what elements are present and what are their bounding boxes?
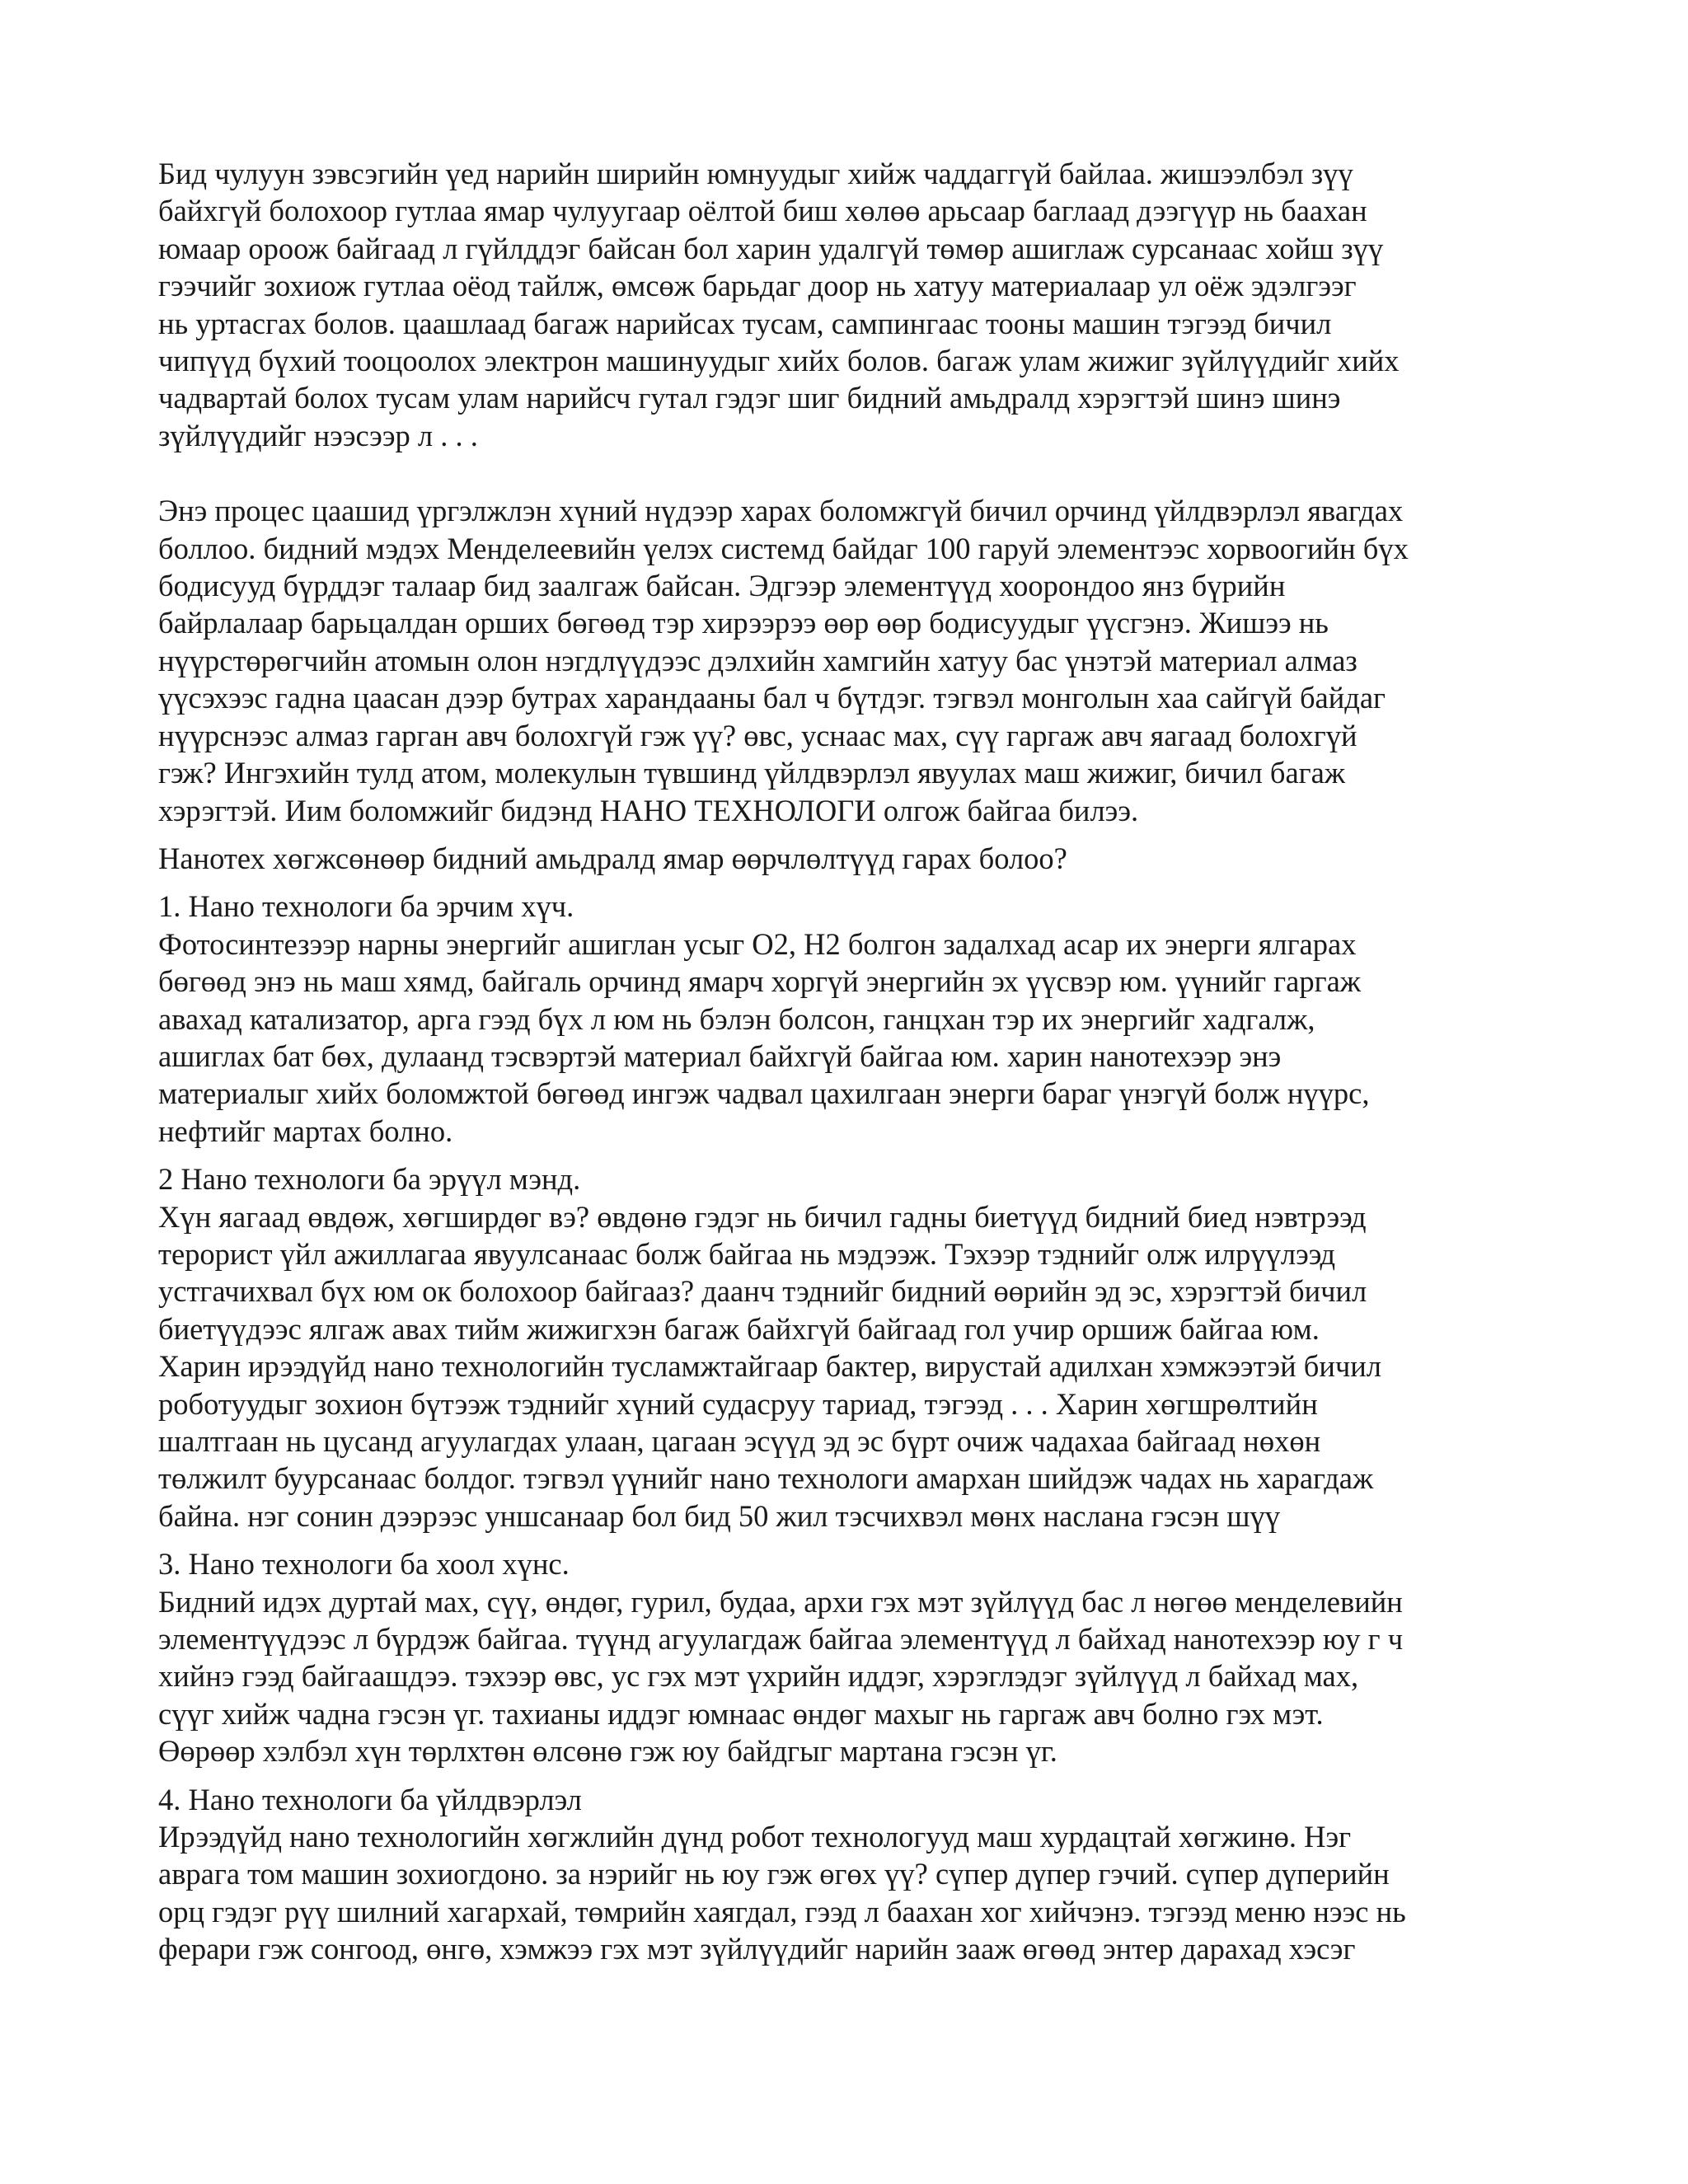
text-line: аврага том машин зохиогдоно. за нэрийг нь юу гэж өгөх үү? сүпер дүпер гэчий. сүпер дүперийн: [158, 1857, 1390, 1891]
text-line: шалтгаан нь цусанд агуулагдах улаан, цагаан эсүүд эд эс бүрт очиж чадахаа байгаад нөхөн: [158, 1424, 1321, 1458]
text-line: Бид чулуун зэвсэгийн үед нарийн ширийн юмнуудыг хийж чаддаггүй байлаа. жишээлбэл зүү: [158, 157, 1353, 190]
section-food: [158, 1545, 1530, 1769]
text-line: байхгүй болохоор гутлаа ямар чулуугаар оёлтой биш хөлөө арьсаар баглаад дээгүүр нь баахан: [158, 194, 1367, 228]
text-line: юмаар ороож байгаад л гүйлддэг байсан бол харин удалгүй төмөр ашиглаж сурсанаас хойш зүү: [158, 231, 1384, 265]
text-line: боллоо. бидний мэдэх Менделеевийн үелэх системд байдаг 100 гаруй элементээс хорвоогийн бүх: [158, 531, 1409, 565]
paragraph-intro: [158, 155, 1530, 454]
document-page: [158, 155, 1530, 1968]
text-line: нүүрстөрөгчийн атомын олон нэгдлүүдээс дэлхийн хамгийн хатуу бас үнэтэй материал алмаз: [158, 643, 1357, 677]
text-line: зүйлүүдийг нээсээр л . . .: [158, 418, 478, 452]
text-line: хийнэ гээд байгаашдээ. тэхээр өвс, ус гэх мэт үхрийн иддэг, хэрэглэдэг зүйлүүд л байхад мах,: [158, 1659, 1359, 1694]
text-line: 1. Нано технологи ба эрчим хүч.: [158, 889, 574, 924]
text-line: Өөрөөр хэлбэл хүн төрлхтөн өлсөнө гэж юу байдгыг мартана гэсэн үг.: [158, 1734, 1057, 1769]
paragraph-process: [158, 492, 1530, 829]
section-health: [158, 1160, 1530, 1535]
text-line: 3. Нано технологи ба хоол хүнс.: [158, 1547, 570, 1582]
text-line: нь уртасгах болов. цаашлаад багаж нарийсах тусам, сампингаас тооны машин тэгээд бичил: [158, 306, 1332, 340]
text-line: орц гэдэг рүү шилний хагархай, төмрийн хаягдал, гээд л баахан хог хийчэнэ. тэгээд меню нээс нь: [158, 1894, 1406, 1929]
text-line: ферари гэж сонгоод, өнгө, хэмжээ гэх мэт зүйлүүдийг нарийн зааж өгөөд энтер дарахад хэсэг: [158, 1932, 1356, 1966]
text-line: байна. нэг сонин дээрээс уншсанаар бол бид 50 жил тэсчихвэл мөнх наслана гэсэн шүү: [158, 1498, 1281, 1533]
text-line: нүүрснээс алмаз гарган авч болохгүй гэж үү? өвс, уснаас мах, сүү гаргаж авч яагаад болохгүй: [158, 718, 1357, 752]
text-line: материалыг хийх боломжтой бөгөөд ингэж чадвал цахилгаан энерги бараг үнэгүй болж нүүрс,: [158, 1076, 1370, 1111]
text-line: гэж? Ингэхийн тулд атом, молекулын түвшинд үйлдвэрлэл явуулах маш жижиг, бичил багаж: [158, 756, 1346, 790]
text-line: сүүг хийж чадна гэсэн үг. тахианы иддэг юмнаас өндөг махыг нь гаргаж авч болно гэх мэт.: [158, 1696, 1324, 1731]
text-line: элементүүдээс л бүрдэж байгаа. түүнд агуулагдаж байгаа элементүүд л байхад нанотехээр юу г ч: [158, 1622, 1404, 1657]
text-line: үүсэхээс гадна цаасан дээр бутрах харандааны бал ч бүтдэг. тэгвэл монголын хаа сайгүй байдаг: [158, 681, 1386, 715]
text-line: роботуудыг зохион бүтээж тэднийг хүний судасруу тариад, тэгээд . . . Харин хөгшрөлтийн: [158, 1386, 1318, 1421]
text-line: гээчийг зохиож гутлаа оёод тайлж, өмсөж барьдаг доор нь хатуу материалаар ул оёж эдэлгээг: [158, 269, 1357, 303]
text-line: авахад катализатор, арга гээд бүх л юм нь бэлэн болсон, ганцхан тэр их энергийг хадгалж,: [158, 1001, 1315, 1036]
text-line: нефтийг мартах болно.: [158, 1113, 453, 1148]
text-line: терорист үйл ажиллагаа явуулсанаас болж байгаа нь мэдээж. Тэхээр тэднийг олж илрүүлээд: [158, 1236, 1336, 1271]
text-line: Энэ процес цаашид үргэлжлэн хүний нүдээр харах боломжгүй бичил орчинд үйлдвэрлэл явагдах: [158, 494, 1404, 528]
text-line: байрлалаар барьцалдан орших бөгөөд тэр хирээрээ өөр өөр бодисуудыг үүсгэнэ. Жишээ нь: [158, 606, 1329, 640]
text-line: төлжилт буурсанаас болдог. тэгвэл үүнийг нано технологи амархан шийдэж чадах нь харагдаж: [158, 1461, 1374, 1496]
text-line: Фотосинтезээр нарны энергийг ашиглан усыг O2, H2 болгон задалхад асар их энерги ялгарах: [158, 926, 1357, 961]
text-line: чипүүд бүхий тооцоолох электрон машинуудыг хийх болов. багаж улам жижиг зүйлүүдийг хийх: [158, 344, 1400, 378]
text-line: 4. Нано технологи ба үйлдвэрлэл: [158, 1782, 582, 1816]
paragraph-question: [158, 840, 1530, 877]
text-line: Хүн яагаад өвдөж, хөгширдөг вэ? өвдөнө гэдэг нь бичил гадны биетүүд бидний биед нэвтрээд: [158, 1199, 1367, 1234]
text-line: Бидний идэх дуртай мах, сүү, өндөг, гурил, будаа, архи гэх мэт зүйлүүд бас л нөгөө менделевийн: [158, 1584, 1403, 1619]
text-line: устгачихвал бүх юм ок болохоор байгааз? даанч тэднийг бидний өөрийн эд эс, хэрэгтэй бичил: [158, 1274, 1367, 1309]
text-line: Харин ирээдүйд нано технологийн тусламжтайгаар бактер, вирустай адилхан хэмжээтэй бичил: [158, 1349, 1381, 1384]
section-energy: [158, 888, 1530, 1150]
text-line: ашиглах бат бөх, дулаанд тэсвэртэй материал байхгүй байгаа юм. харин нанотехээр энэ: [158, 1038, 1282, 1073]
text-line: хэрэгтэй. Иим боломжийг бидэнд НАНО ТЕХНОЛОГИ олгож байгаа билээ.: [158, 793, 1139, 827]
text-line: 2 Нано технологи ба эрүүл мэнд.: [158, 1162, 581, 1197]
section-manufacturing: [158, 1781, 1530, 1968]
text-line: бодисууд бүрддэг талаар бид заалгаж байсан. Эдгээр элементүүд хоорондоо янз бүрийн: [158, 569, 1286, 603]
text-line: чадвартай болох тусам улам нарийсч гутал гэдэг шиг бидний амьдралд хэрэгтэй шинэ шинэ: [158, 381, 1341, 415]
text-line: биетүүдээс ялгаж авах тийм жижигхэн багаж байхгүй байгаад гол учир оршиж байгаа юм.: [158, 1311, 1320, 1346]
text-line: бөгөөд энэ нь маш хямд, байгаль орчинд ямарч хоргүй энергийн эх үүсвэр юм. үүнийг гаргаж: [158, 964, 1361, 999]
text-line: Нанотех хөгжсөнөөр бидний амьдралд ямар өөрчлөлтүүд гарах болоо?: [158, 841, 1067, 875]
text-line: Ирээдүйд нано технологийн хөгжлийн дүнд робот технологууд маш хурдацтай хөгжинө. Нэг: [158, 1820, 1352, 1854]
